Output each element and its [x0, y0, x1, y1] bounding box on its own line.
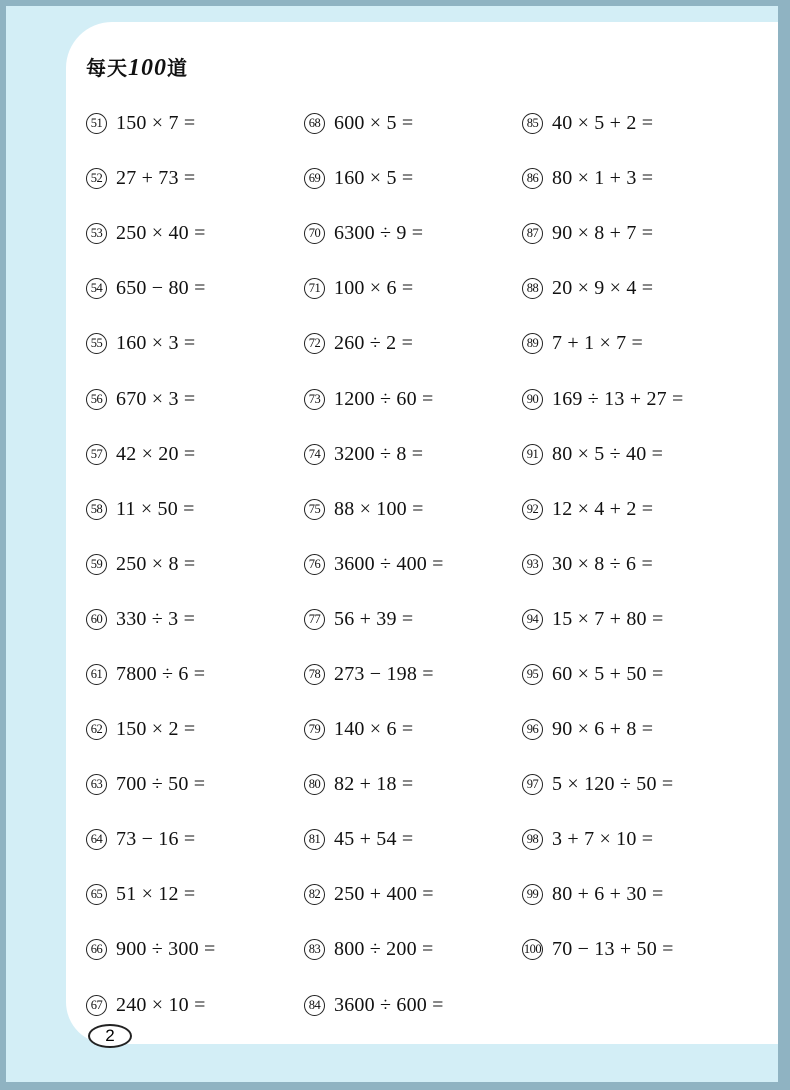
problem-number-badge: 59 [86, 554, 107, 575]
problem-expression: 7800 ÷ 6 = [116, 662, 206, 685]
problem-expression: 90 × 8 + 7 = [552, 222, 654, 245]
problem-number-badge: 100 [522, 939, 543, 960]
problem-expression: 45 + 54 = [334, 828, 414, 851]
problem-expression: 900 ÷ 300 = [116, 938, 216, 961]
problem-item [304, 151, 444, 206]
page-title [86, 52, 188, 82]
problem-number-badge: 71 [304, 278, 325, 299]
problem-item [86, 922, 215, 977]
title-number: 100 [128, 55, 167, 81]
problem-expression: 56 + 39 = [334, 607, 414, 630]
problem-item [86, 537, 215, 592]
problem-item [304, 537, 444, 592]
problem-number-badge: 67 [86, 995, 107, 1016]
problem-item [86, 96, 215, 151]
problem-item [304, 96, 444, 151]
problem-item [304, 482, 444, 537]
problem-item [304, 647, 444, 702]
problem-item [522, 537, 684, 592]
problem-item [86, 482, 215, 537]
problem-expression: 88 × 100 = [334, 497, 424, 520]
problem-column-3 [522, 96, 684, 978]
problem-item [522, 812, 684, 867]
problem-expression: 73 − 16 = [116, 828, 196, 851]
problem-expression: 600 × 5 = [334, 112, 414, 135]
problem-number-badge: 89 [522, 333, 543, 354]
problem-item [304, 371, 444, 426]
problem-number-badge: 94 [522, 609, 543, 630]
problem-item [522, 371, 684, 426]
problem-expression: 70 − 13 + 50 = [552, 938, 674, 961]
problem-item [304, 261, 444, 316]
problem-item [304, 757, 444, 812]
problem-expression: 5 × 120 ÷ 50 = [552, 773, 674, 796]
problem-expression: 3 + 7 × 10 = [552, 828, 654, 851]
page-number: 2 [88, 1024, 132, 1048]
problem-number-badge: 85 [522, 113, 543, 134]
problem-expression: 100 × 6 = [334, 277, 414, 300]
problem-item [86, 206, 215, 261]
problem-number-badge: 93 [522, 554, 543, 575]
problem-number-badge: 74 [304, 444, 325, 465]
problem-expression: 169 ÷ 13 + 27 = [552, 387, 684, 410]
problem-item [86, 812, 215, 867]
problem-expression: 12 × 4 + 2 = [552, 497, 654, 520]
problem-item [86, 867, 215, 922]
problem-expression: 250 × 40 = [116, 222, 206, 245]
problem-item [304, 206, 444, 261]
problem-number-badge: 86 [522, 168, 543, 189]
problem-expression: 1200 ÷ 60 = [334, 387, 434, 410]
problem-expression: 800 ÷ 200 = [334, 938, 434, 961]
problem-number-badge: 96 [522, 719, 543, 740]
problem-number-badge: 78 [304, 664, 325, 685]
problem-item [86, 592, 215, 647]
problem-number-badge: 90 [522, 389, 543, 410]
problem-number-badge: 88 [522, 278, 543, 299]
problem-item [304, 867, 444, 922]
problem-expression: 40 × 5 + 2 = [552, 112, 654, 135]
problem-number-badge: 62 [86, 719, 107, 740]
problem-number-badge: 82 [304, 884, 325, 905]
problem-expression: 700 ÷ 50 = [116, 773, 206, 796]
problem-number-badge: 84 [304, 995, 325, 1016]
problem-expression: 150 × 2 = [116, 718, 196, 741]
problem-expression: 3600 ÷ 600 = [334, 993, 444, 1016]
problem-item [304, 316, 444, 371]
problem-expression: 42 × 20 = [116, 442, 196, 465]
problem-expression: 60 × 5 + 50 = [552, 662, 664, 685]
problem-number-badge: 52 [86, 168, 107, 189]
title-prefix: 每天 [86, 56, 128, 80]
problem-expression: 140 × 6 = [334, 718, 414, 741]
problem-number-badge: 76 [304, 554, 325, 575]
problem-expression: 51 × 12 = [116, 883, 196, 906]
problem-item [86, 261, 215, 316]
problem-number-badge: 58 [86, 499, 107, 520]
problem-expression: 7 + 1 × 7 = [552, 332, 644, 355]
problem-expression: 273 − 198 = [334, 662, 434, 685]
problem-number-badge: 65 [86, 884, 107, 905]
problem-number-badge: 72 [304, 333, 325, 354]
problem-expression: 90 × 6 + 8 = [552, 718, 654, 741]
problem-expression: 260 ÷ 2 = [334, 332, 414, 355]
problem-item [522, 151, 684, 206]
problem-number-badge: 55 [86, 333, 107, 354]
problem-number-badge: 87 [522, 223, 543, 244]
problem-expression: 80 × 1 + 3 = [552, 167, 654, 190]
problem-number-badge: 98 [522, 829, 543, 850]
problem-column-1 [86, 96, 215, 1033]
problem-expression: 15 × 7 + 80 = [552, 607, 664, 630]
problem-number-badge: 56 [86, 389, 107, 410]
problem-number-badge: 70 [304, 223, 325, 244]
problem-item [86, 371, 215, 426]
problem-expression: 330 ÷ 3 = [116, 607, 196, 630]
problem-expression: 160 × 5 = [334, 167, 414, 190]
problem-number-badge: 97 [522, 774, 543, 795]
problem-item [522, 482, 684, 537]
problem-number-badge: 99 [522, 884, 543, 905]
problem-item [304, 427, 444, 482]
problem-item [522, 261, 684, 316]
problem-item [86, 647, 215, 702]
problem-expression: 20 × 9 × 4 = [552, 277, 654, 300]
problem-item [522, 922, 684, 977]
problem-item [86, 316, 215, 371]
problem-expression: 160 × 3 = [116, 332, 196, 355]
problem-item [304, 922, 444, 977]
problem-number-badge: 79 [304, 719, 325, 740]
problem-number-badge: 54 [86, 278, 107, 299]
problem-number-badge: 83 [304, 939, 325, 960]
problem-number-badge: 81 [304, 829, 325, 850]
problem-item [522, 427, 684, 482]
problem-expression: 82 + 18 = [334, 773, 414, 796]
problem-expression: 80 + 6 + 30 = [552, 883, 664, 906]
problem-number-badge: 75 [304, 499, 325, 520]
problem-expression: 30 × 8 ÷ 6 = [552, 552, 653, 575]
problem-number-badge: 92 [522, 499, 543, 520]
problem-item [522, 592, 684, 647]
problem-number-badge: 69 [304, 168, 325, 189]
problem-number-badge: 95 [522, 664, 543, 685]
problem-expression: 240 × 10 = [116, 993, 206, 1016]
problem-item [304, 702, 444, 757]
problem-item [522, 316, 684, 371]
problem-expression: 150 × 7 = [116, 112, 196, 135]
problem-number-badge: 77 [304, 609, 325, 630]
problem-number-badge: 61 [86, 664, 107, 685]
problem-number-badge: 64 [86, 829, 107, 850]
problem-expression: 6300 ÷ 9 = [334, 222, 424, 245]
problem-expression: 3600 ÷ 400 = [334, 552, 444, 575]
problem-expression: 250 × 8 = [116, 552, 196, 575]
problem-item [86, 702, 215, 757]
problem-number-badge: 51 [86, 113, 107, 134]
problem-expression: 11 × 50 = [116, 497, 195, 520]
problem-expression: 80 × 5 ÷ 40 = [552, 442, 664, 465]
problem-item [86, 427, 215, 482]
problem-item [86, 757, 215, 812]
problem-item [522, 867, 684, 922]
problem-number-badge: 53 [86, 223, 107, 244]
title-suffix: 道 [167, 56, 188, 80]
problem-number-badge: 60 [86, 609, 107, 630]
problem-item [304, 812, 444, 867]
problem-expression: 670 × 3 = [116, 387, 196, 410]
problem-item [522, 647, 684, 702]
problem-number-badge: 68 [304, 113, 325, 134]
problem-item [86, 151, 215, 206]
problem-number-badge: 66 [86, 939, 107, 960]
problem-expression: 3200 ÷ 8 = [334, 442, 424, 465]
problem-item [304, 592, 444, 647]
problem-item [522, 96, 684, 151]
problem-expression: 650 − 80 = [116, 277, 206, 300]
problem-item [522, 757, 684, 812]
problem-number-badge: 57 [86, 444, 107, 465]
problem-item [304, 978, 444, 1033]
problem-column-2 [304, 96, 444, 1033]
problem-number-badge: 73 [304, 389, 325, 410]
problem-number-badge: 91 [522, 444, 543, 465]
problem-item [522, 702, 684, 757]
problem-number-badge: 80 [304, 774, 325, 795]
problem-number-badge: 63 [86, 774, 107, 795]
problem-item [522, 206, 684, 261]
problem-expression: 27 + 73 = [116, 167, 196, 190]
problem-expression: 250 + 400 = [334, 883, 434, 906]
